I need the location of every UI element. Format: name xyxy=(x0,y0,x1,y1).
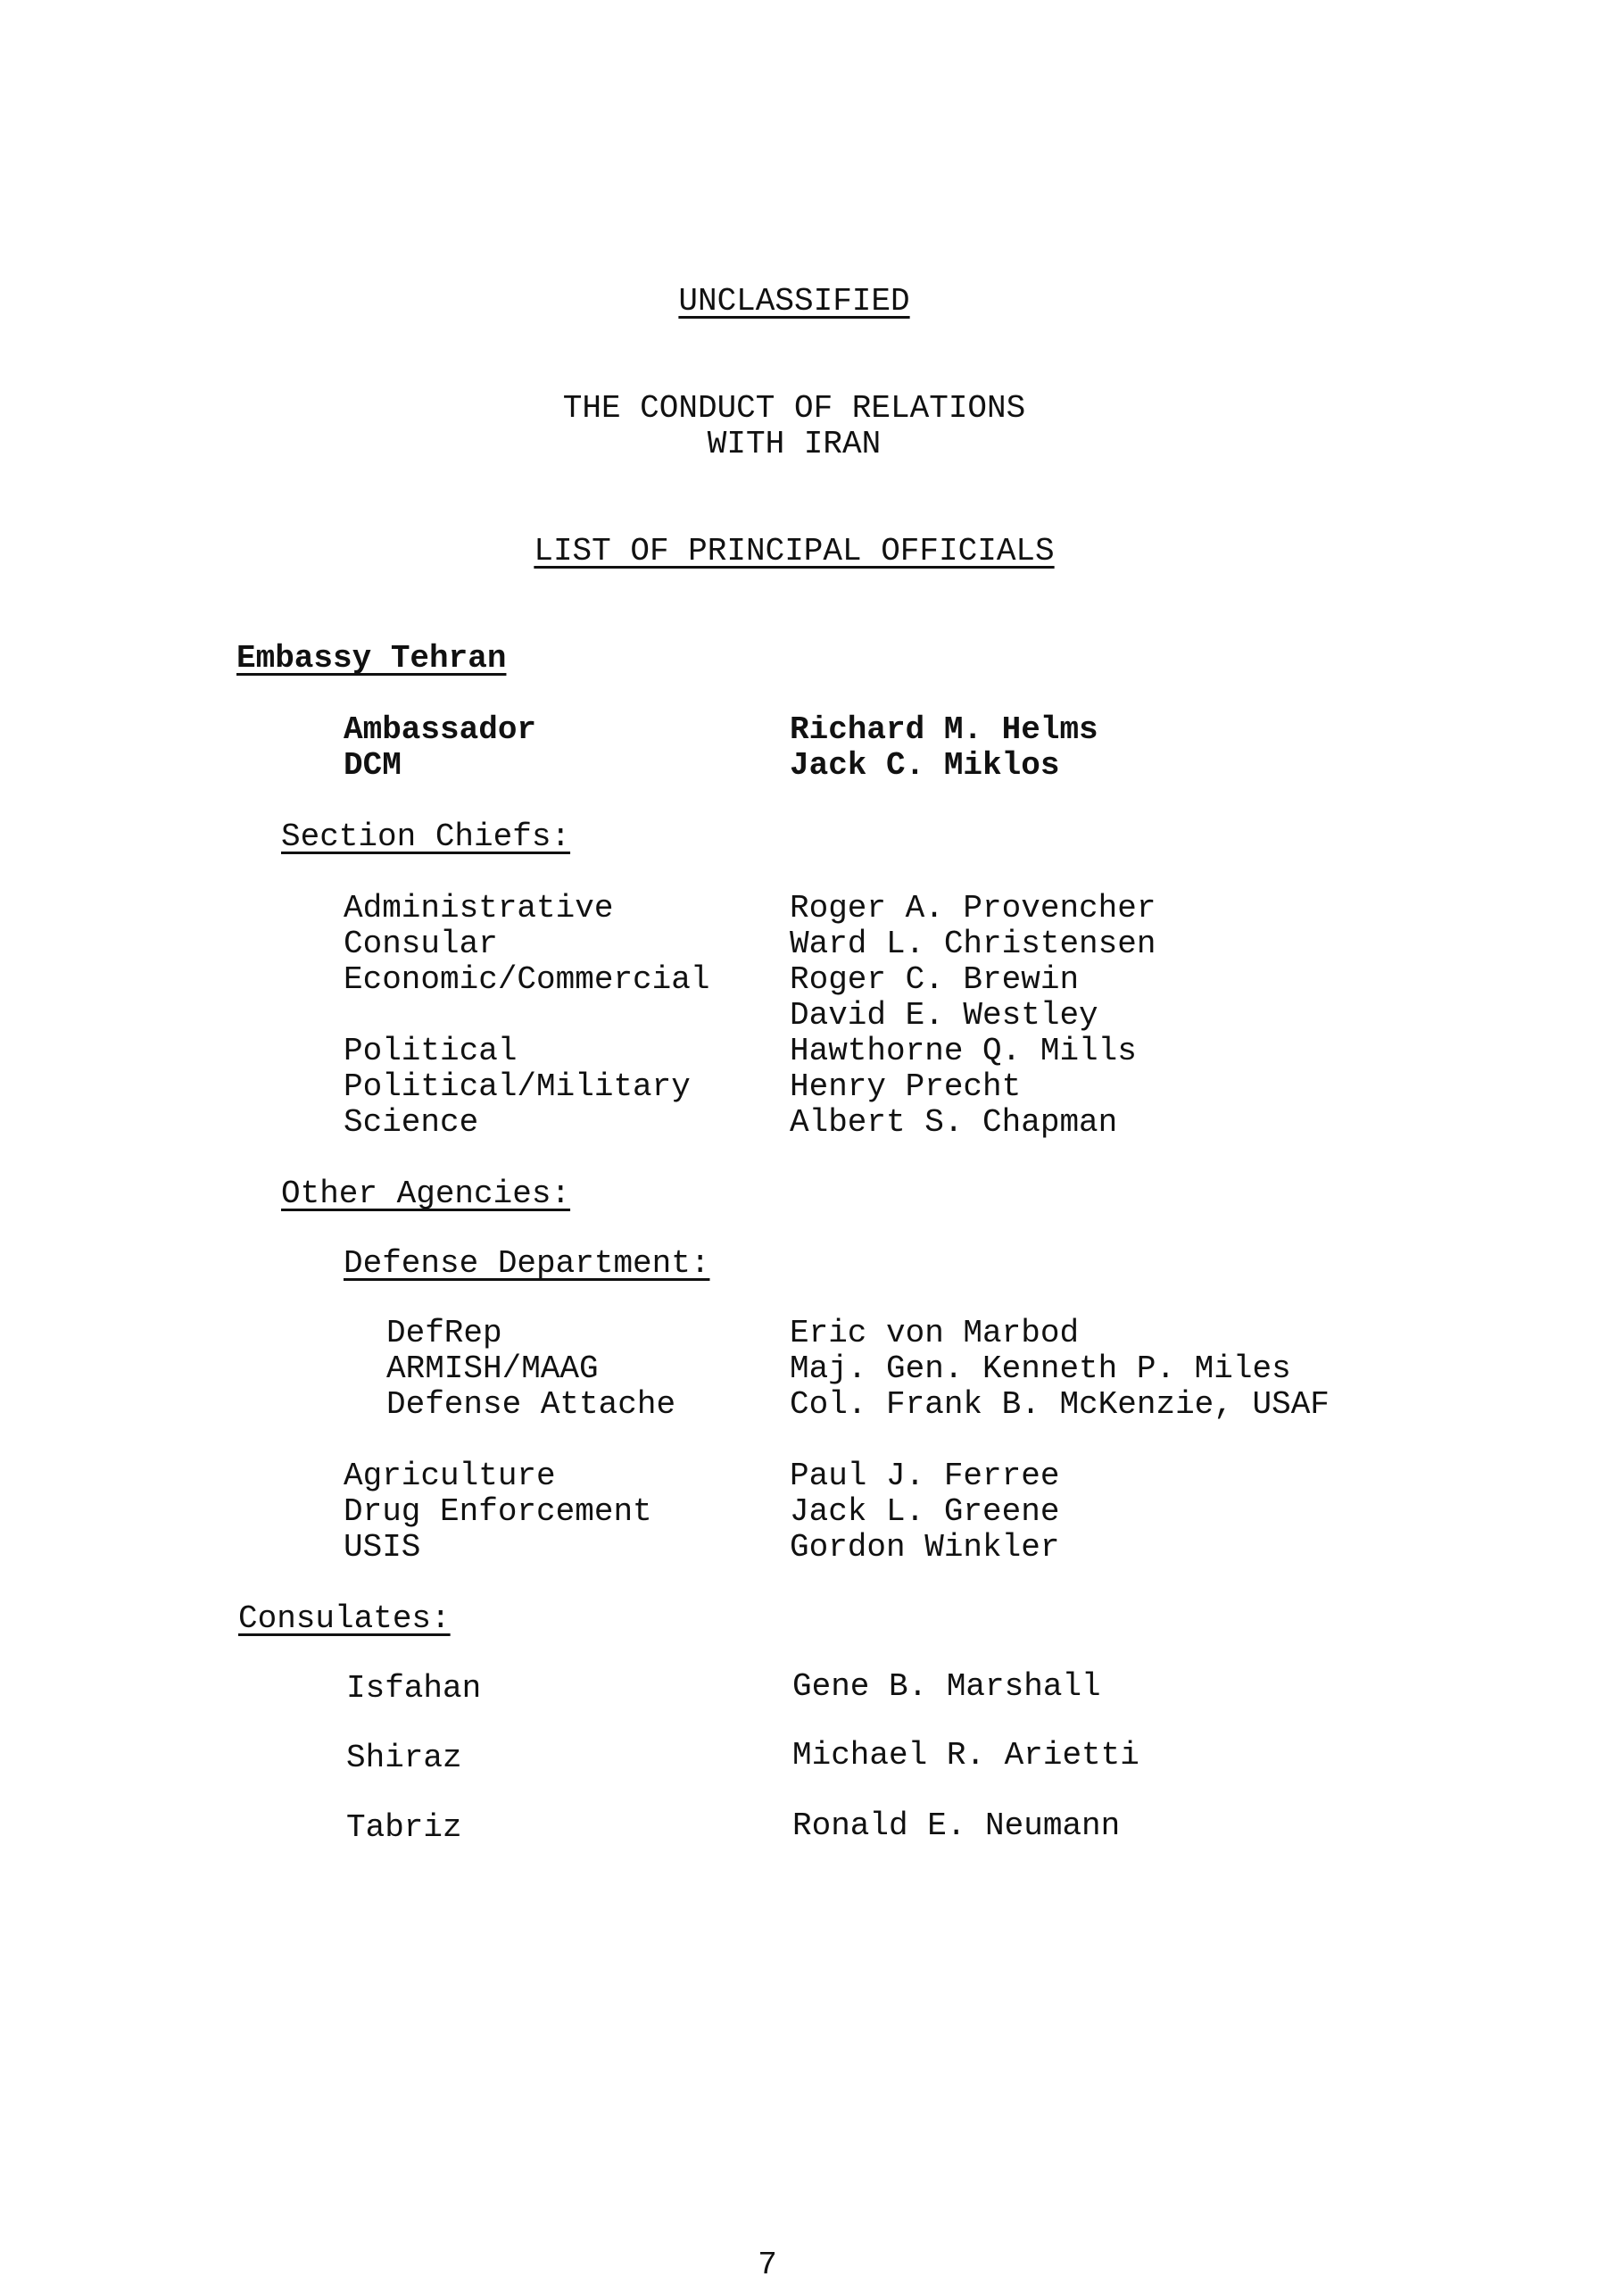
row-title: DefRep xyxy=(386,1315,502,1351)
row-title: USIS xyxy=(344,1529,421,1566)
row-title: Ambassador xyxy=(344,711,537,748)
row-title: Political xyxy=(344,1033,518,1069)
row-name: Jack C. Miklos xyxy=(790,747,1060,784)
classification-label: UNCLASSIFIED xyxy=(678,283,910,320)
row-name: Henry Precht xyxy=(790,1068,1022,1105)
row-name: Ward L. Christensen xyxy=(790,926,1156,962)
row-name: Gene B. Marshall xyxy=(792,1668,1101,1705)
consulates-heading: Consulates: xyxy=(238,1600,451,1637)
row-title: Defense Attache xyxy=(386,1386,676,1423)
row-name: Roger A. Provencher xyxy=(790,890,1156,926)
embassy-heading: Embassy Tehran xyxy=(236,640,507,677)
row-title: Agriculture xyxy=(344,1458,556,1494)
row-name: Col. Frank B. McKenzie, USAF xyxy=(790,1386,1330,1423)
row-title: Isfahan xyxy=(346,1670,482,1707)
row-title: Political/Military xyxy=(344,1068,691,1105)
section-chiefs-heading: Section Chiefs: xyxy=(281,818,571,855)
row-name: Maj. Gen. Kenneth P. Miles xyxy=(790,1350,1291,1387)
row-title: DCM xyxy=(344,747,402,784)
row-name: Paul J. Ferree xyxy=(790,1458,1060,1494)
row-name: Ronald E. Neumann xyxy=(792,1807,1121,1844)
row-title: Administrative xyxy=(344,890,614,926)
row-name: Jack L. Greene xyxy=(790,1493,1060,1530)
row-title: Economic/Commercial xyxy=(344,961,710,998)
row-name: David E. Westley xyxy=(790,997,1098,1034)
row-title: Consular xyxy=(344,926,498,962)
page-number: 7 xyxy=(758,2247,777,2283)
row-name: Roger C. Brewin xyxy=(790,961,1080,998)
row-name: Michael R. Arietti xyxy=(792,1737,1139,1774)
other-agencies-heading: Other Agencies: xyxy=(281,1176,571,1212)
row-name: Albert S. Chapman xyxy=(790,1104,1118,1141)
title-line-1: THE CONDUCT OF RELATIONS xyxy=(562,390,1026,427)
defense-department-heading: Defense Department: xyxy=(344,1245,710,1282)
row-name: Gordon Winkler xyxy=(790,1529,1060,1566)
row-name: Richard M. Helms xyxy=(790,711,1098,748)
title-line-2: WITH IRAN xyxy=(707,426,882,462)
list-heading: LIST OF PRINCIPAL OFFICIALS xyxy=(534,533,1055,569)
row-name: Eric von Marbod xyxy=(790,1315,1080,1351)
row-title: Drug Enforcement xyxy=(344,1493,652,1530)
row-title: ARMISH/MAAG xyxy=(386,1350,599,1387)
row-name: Hawthorne Q. Mills xyxy=(790,1033,1137,1069)
row-title: Science xyxy=(344,1104,479,1141)
row-title: Tabriz xyxy=(346,1809,462,1846)
row-title: Shiraz xyxy=(346,1740,462,1776)
